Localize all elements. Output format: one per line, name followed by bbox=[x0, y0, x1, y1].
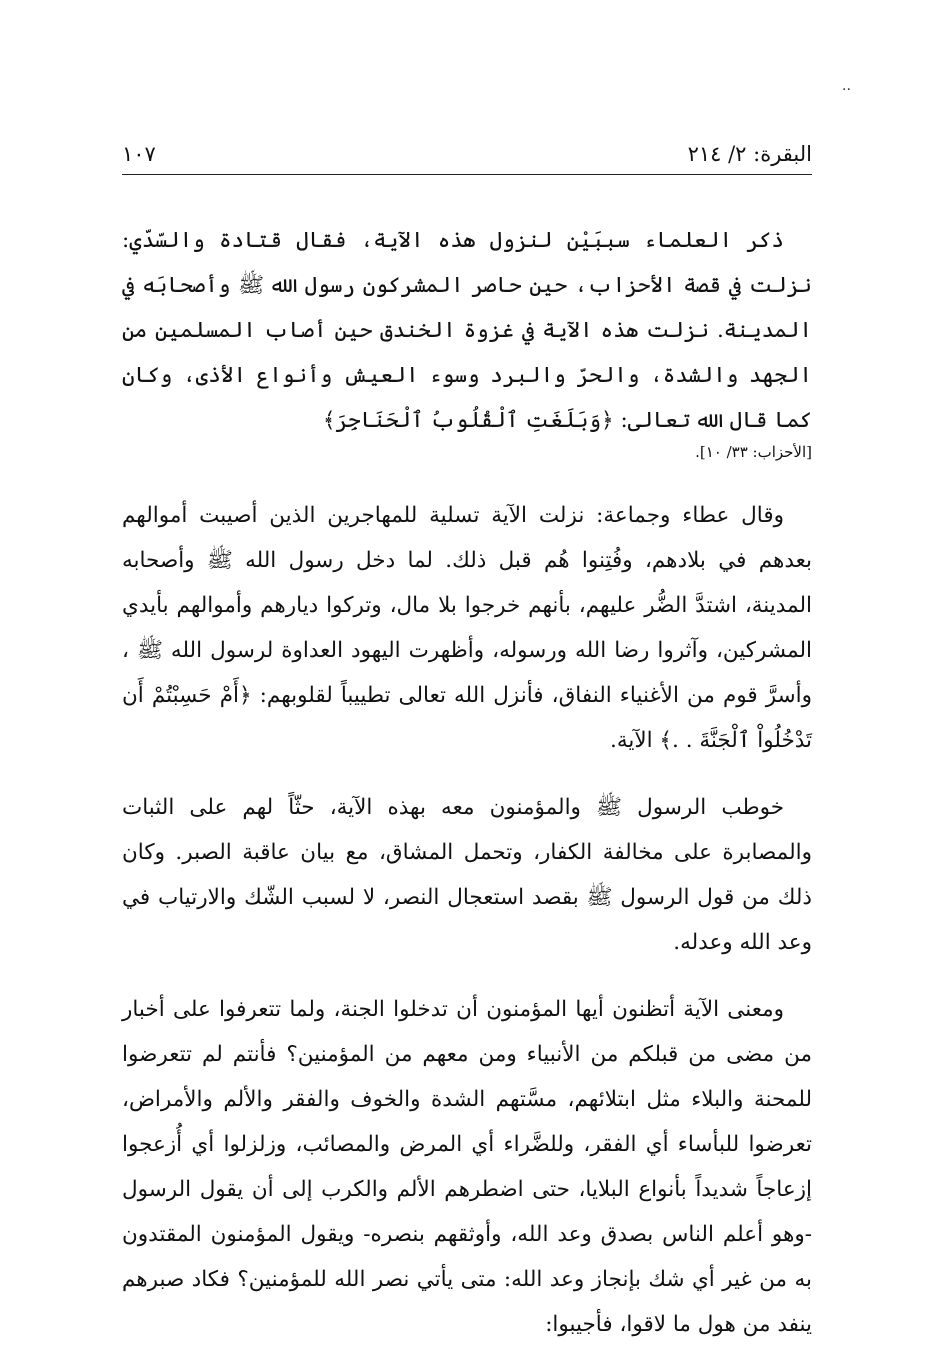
page-number: ١٠٧ bbox=[122, 142, 156, 166]
paragraph-2: وقال عطاء وجماعة: نزلت الآية تسلية للمهاجرين الذين أصيبت أموالهم بعدهم في بلادهم، وفُتِنوا هُم قبل ذلك. لما دخل رسول الله ﷺ وأصحابه المدينة، اشتدَّ الضُّر عليهم، بأنهم خرجوا بلا مال، وتركوا ديارهم وأموالهم بأيدي المشركين، وآثروا رضا الله ورسوله، وأظهرت اليهود العداوة لرسول الله ﷺ ، وأسرَّ قوم من الأغنياء النفاق، فأنزل الله تعالى تطييباً لقلوبهم: ﴿أَمْ حَسِبْتُمْ أَن تَدْخُلُواْ ٱلْجَنَّةَ . .﴾ الآية. bbox=[122, 503, 812, 753]
citation-ahzab: [الأحزاب: ٣٣/ ١٠]. bbox=[695, 443, 812, 461]
top-mark: .. bbox=[842, 78, 851, 94]
sura-reference: البقرة: ٢/ ٢١٤ bbox=[687, 142, 812, 166]
paragraph-1: ذكر العلماء سببَيْن لنزول هذه الآية، فقال قتادة والسّدّي: نزلت في قصة الأحزاب، حين حاصر المشركون رسول الله ﷺ وأصحابَه في المدينة. نزلت هذه الآية في غزوة الخندق حين أصاب المسلمين من الجهد والشدة، والحرّ والبرد وسوء العيش وأنواع الأذى، وكان كما قال الله تعالى: ﴿وَبَلَغَتِ ٱلْقُلُوبُ ٱلْحَنَاجِرَ﴾ bbox=[122, 228, 812, 433]
page-content bbox=[122, 218, 812, 1369]
paragraph-4: ومعنى الآية أتظنون أيها المؤمنون أن تدخلوا الجنة، ولما تتعرفوا على أخبار من مضى من قبلكم من الأنبياء ومن معهم من المؤمنين؟ فأنتم لم تتعرضوا للمحنة والبلاء مثل ابتلائهم، مسَّتهم الشدة والخوف والفقر والألم والأمراض، تعرضوا للبأساء أي الفقر، وللضَّراء أي المرض والمصائب، وزلزلوا أي أُزعجوا إزعاجاً شديداً بأنواع البلايا، حتى اضطرهم الألم والكرب إلى أن يقول الرسول -وهو أعلم الناس بصدق وعد الله، وأوثقهم بنصره- ويقول المؤمنون المقتدون به من غير أي شك بإنجاز وعد الله: متى يأتي نصر الله للمؤمنين؟ فكاد صبرهم ينفد من هول ما لاقوا، فأجيبوا: bbox=[122, 997, 812, 1337]
paragraph-3: خوطب الرسول ﷺ والمؤمنون معه بهذه الآية، حثّاً لهم على الثبات والمصابرة على مخالفة الكفار، وتحمل المشاق، مع بيان عاقبة الصبر. وكان ذلك من قول الرسول ﷺ بقصد استعجال النصر، لا لسبب الشّك والارتياب في وعد الله وعدله. bbox=[122, 795, 812, 955]
page-header bbox=[122, 138, 812, 175]
